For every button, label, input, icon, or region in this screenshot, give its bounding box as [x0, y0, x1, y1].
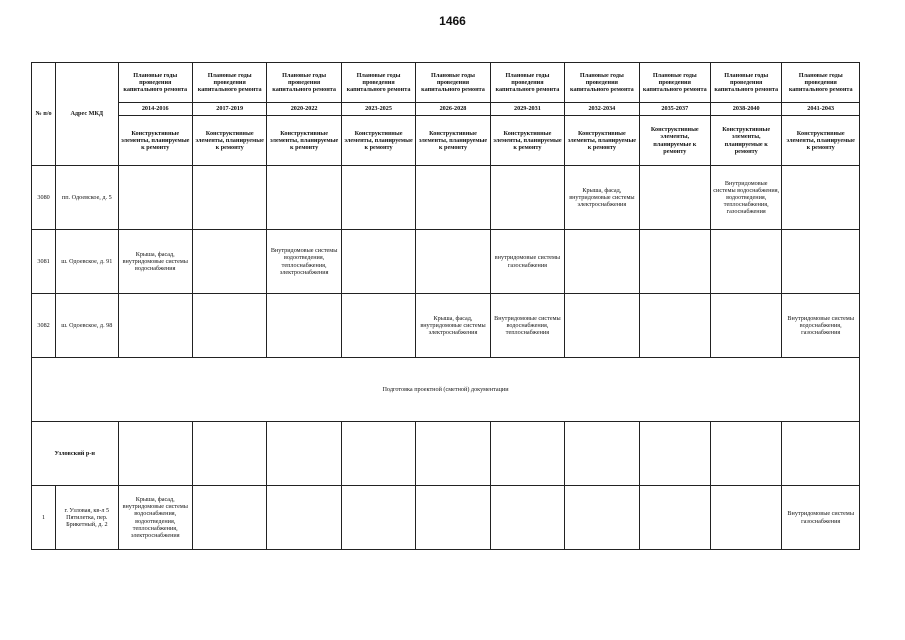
row-cell [782, 166, 860, 230]
row-cell [267, 166, 341, 230]
table-row [32, 486, 860, 550]
header-elements: Конструктивные элементы, планируемые к ремонту [782, 116, 860, 166]
row-cell [565, 486, 639, 550]
row-cell [341, 486, 415, 550]
row-cell [565, 294, 639, 358]
row-cell [416, 486, 490, 550]
header-elements: Конструктивные элементы, планируемые к ремонту [341, 116, 415, 166]
header-elements: Конструктивные элементы, планируемые к ремонту [565, 116, 639, 166]
header-elements: Конструктивные элементы, планируемые к ремонту [711, 116, 782, 166]
header-year: 2035-2037 [639, 103, 710, 116]
header-year: 2029-2031 [490, 103, 564, 116]
header-year: 2023-2025 [341, 103, 415, 116]
section-title: Подготовка проектной (сметной) документации [32, 358, 860, 422]
page-number: 1466 [439, 14, 466, 28]
header-period-label: Плановые годы проведения капитального ремонта [341, 63, 415, 103]
header-elements: Конструктивные элементы, планируемые к ремонту [192, 116, 266, 166]
row-cell [639, 294, 710, 358]
table-row [32, 166, 860, 230]
row-address: ш. Одоевское, д. 91 [56, 230, 118, 294]
row-cell: внутридомовые системы газоснабжения [490, 230, 564, 294]
header-year: 2017-2019 [192, 103, 266, 116]
row-cell [192, 294, 266, 358]
row-cell [341, 294, 415, 358]
row-cell [341, 166, 415, 230]
row-cell [192, 230, 266, 294]
district-name: Узловский р-н [32, 422, 119, 486]
header-elements: Конструктивные элементы, планируемые к ремонту [267, 116, 341, 166]
row-number: 3080 [32, 166, 56, 230]
row-cell [267, 486, 341, 550]
row-cell: Внутридомовые системы газоснабжения [782, 486, 860, 550]
header-address: Адрес МКД [56, 63, 118, 166]
row-cell [639, 166, 710, 230]
row-cell [118, 422, 192, 486]
row-cell [639, 230, 710, 294]
row-cell [490, 422, 564, 486]
header-elements: Конструктивные элементы, планируемые к ремонту [490, 116, 564, 166]
row-cell [192, 166, 266, 230]
district-row [32, 422, 860, 486]
row-cell [118, 166, 192, 230]
row-cell [267, 294, 341, 358]
header-period-label: Плановые годы проведения капитального ремонта [565, 63, 639, 103]
row-cell [118, 294, 192, 358]
row-cell: Внутридомовые системы водоснабжения, газоснабжения [782, 294, 860, 358]
header-period-label: Плановые годы проведения капитального ремонта [416, 63, 490, 103]
header-year: 2032-2034 [565, 103, 639, 116]
header-num: № п/о [32, 63, 56, 166]
header-period-label: Плановые годы проведения капитального ремонта [711, 63, 782, 103]
header-year: 2020-2022 [267, 103, 341, 116]
row-number: 3082 [32, 294, 56, 358]
row-cell: Крыша, фасад, внутридомовые системы водоснабжения, водоотведения, теплоснабжения, электроснабжения [118, 486, 192, 550]
row-cell [711, 486, 782, 550]
header-period-label: Плановые годы проведения капитального ремонта [267, 63, 341, 103]
row-cell [341, 230, 415, 294]
row-cell [341, 422, 415, 486]
row-address: г. Узловая, кв-л 5 Пятилетка, пер. Брикетный, д. 2 [56, 486, 118, 550]
table-row [32, 230, 860, 294]
header-elements: Конструктивные элементы, планируемые к ремонту [118, 116, 192, 166]
row-cell [416, 166, 490, 230]
header-year: 2038-2040 [711, 103, 782, 116]
header-period-label: Плановые годы проведения капитального ремонта [782, 63, 860, 103]
row-cell [782, 230, 860, 294]
row-cell: Крыша, фасад, внутридомовые системы водоснабжения [118, 230, 192, 294]
row-address: ш. Одоевское, д. 98 [56, 294, 118, 358]
header-elements: Конструктивные элементы, планируемые к ремонту [416, 116, 490, 166]
row-cell: Внутридомовые системы водоснабжения, теплоснабжения [490, 294, 564, 358]
row-cell [711, 230, 782, 294]
header-year: 2026-2028 [416, 103, 490, 116]
row-cell: Крыша, фасад, внутридомовые системы электроснабжения [565, 166, 639, 230]
row-number: 1 [32, 486, 56, 550]
row-cell: Крыша, фасад, внутридомовые системы электроснабжения [416, 294, 490, 358]
row-cell [639, 422, 710, 486]
row-cell [416, 230, 490, 294]
header-period-label: Плановые годы проведения капитального ремонта [192, 63, 266, 103]
row-cell [639, 486, 710, 550]
row-cell [565, 230, 639, 294]
row-cell [782, 422, 860, 486]
header-period-label: Плановые годы проведения капитального ремонта [118, 63, 192, 103]
header-year: 2041-2043 [782, 103, 860, 116]
header-elements: Конструктивные элементы, планируемые к ремонту [639, 116, 710, 166]
table-row [32, 294, 860, 358]
capital-repair-table [31, 62, 860, 550]
row-cell: Внутридомовые системы водоотведения, теплоснабжения, электроснабжения [267, 230, 341, 294]
row-cell [416, 422, 490, 486]
header-period-label: Плановые годы проведения капитального ремонта [490, 63, 564, 103]
row-address: пп. Одоевское, д. 5 [56, 166, 118, 230]
header-period-label: Плановые годы проведения капитального ремонта [639, 63, 710, 103]
row-cell [192, 486, 266, 550]
row-cell [192, 422, 266, 486]
row-cell [565, 422, 639, 486]
row-cell [711, 294, 782, 358]
row-number: 3081 [32, 230, 56, 294]
row-cell [490, 166, 564, 230]
row-cell [711, 422, 782, 486]
section-row [32, 358, 860, 422]
row-cell [490, 486, 564, 550]
row-cell: Внутридомовые системы водоснабжения, водоотведения, теплоснабжения, газоснабжения [711, 166, 782, 230]
header-year: 2014-2016 [118, 103, 192, 116]
row-cell [267, 422, 341, 486]
